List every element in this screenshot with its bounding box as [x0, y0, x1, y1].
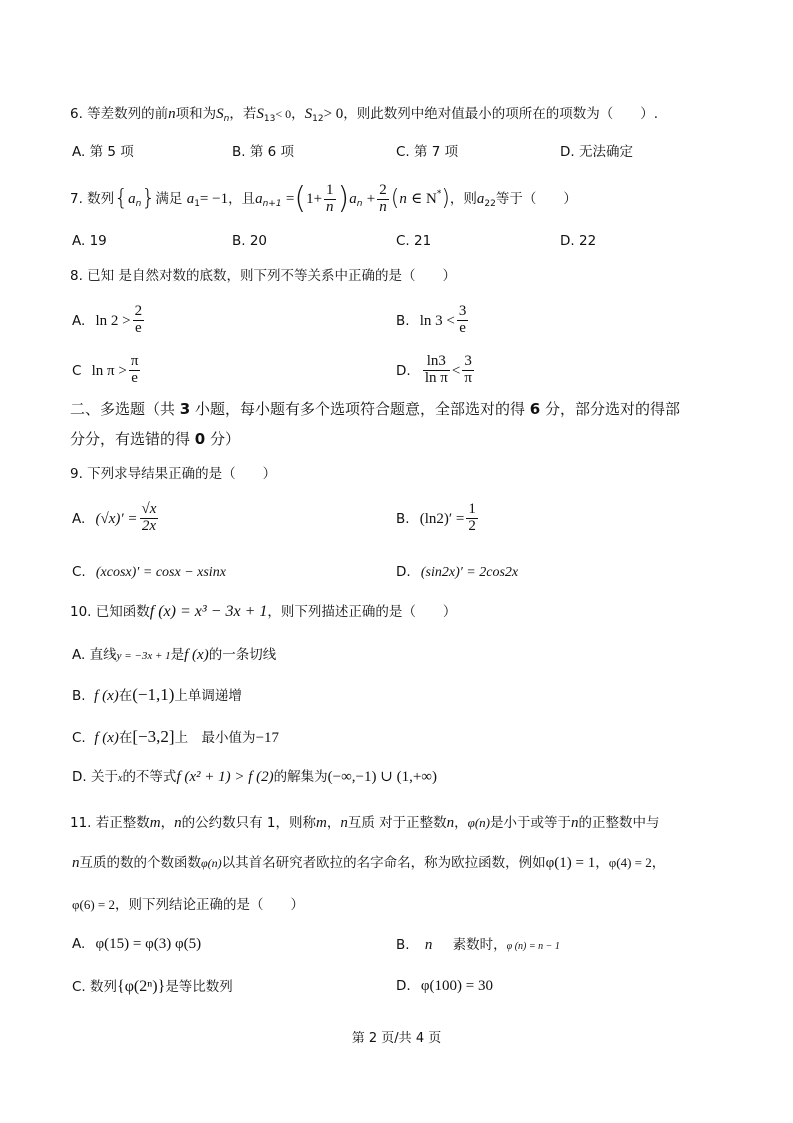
q10-option-b: B. f (x)在(−1,1)上单调递增 [72, 685, 242, 704]
q7-option-b: B. 20 [232, 233, 268, 249]
q8-option-c: C ln π > $\frac{\pi}{e}$ [72, 353, 139, 386]
q11-stem-line2: n互质的数的个数函数φ(n)以其首名研究者欧拉的名字命名，称为欧拉函数，例如φ(1) = 1，φ(4) = 2， [72, 855, 666, 871]
page-footer: 第 2 页/共 4 页 [351, 1031, 442, 1046]
q9-stem: 9. 下列求导结果正确的是（ ） [70, 466, 277, 482]
q11-option-a: A. φ(15) = φ(3) φ(5) [72, 936, 202, 952]
q11-option-d: D. φ(100) = 30 [396, 978, 493, 994]
q6-option-c: C. 第 7 项 [396, 144, 459, 160]
q8-option-a: A. ln 2 > $\frac{2}{e}$ [72, 303, 143, 336]
q10-option-a: A. 直线y = −3x + 1是f (x)的一条切线 [72, 647, 277, 663]
q11-stem-line1: 11. 若正整数m，n的公约数只有 1，则称m，n互质 对于正整数n，φ(n)是小于或等于n的正整数中与 [70, 815, 660, 831]
q9-option-c: C. (xcosx)′ = cosx − xsinx [72, 564, 226, 580]
q9-option-d: D. (sin2x)′ = 2cos2x [396, 564, 519, 580]
q8-option-b: B. ln 3 < $\frac{3}{e}$ [396, 303, 467, 336]
q6-stem: 6. 等差数列的前n项和为$S_n$，若$S_{13}< 0$，$S_{12}> 0$，则此数列中绝对值最小的项所在的项数为（ ）. [70, 106, 659, 124]
q9-option-a: A. (√x)′ = $\frac{√x}{2x}$ [72, 501, 157, 534]
q8-option-d: D. $\frac{\ln 3}{\text{ln π}}$ < $\frac{3}{\pi}$ [396, 353, 472, 386]
q11-option-c: C. 数列{φ(2ⁿ)}是等比数列 [72, 978, 233, 995]
q6-option-b: B. 第 6 项 [232, 144, 295, 160]
q6-option-d: D. 无法确定 [560, 144, 633, 160]
q10-option-d: D. 关于x的不等式f (x² + 1) > f (2)的解集为(−∞,−1) ∪ (1,+∞) [72, 769, 437, 785]
q8-stem: 8. 已知 是自然对数的底数，则下列不等关系中正确的是（ ） [70, 268, 456, 284]
q7-option-a: A. 19 [72, 233, 107, 249]
q6-option-a: A. 第 5 项 [72, 144, 134, 160]
q7-option-c: C. 21 [396, 233, 432, 249]
section-heading-multi-choice-line2: 分分，有选错的得 0 分） [70, 430, 240, 448]
q11-option-b: B. n 素数时，φ (n) = n − 1 [396, 937, 560, 953]
q10-option-c: C. f (x)在[−3,2]上 最小值为−17 [72, 727, 280, 746]
q9-option-b: B. (ln2)′ = $\frac{1}{2}$ [396, 501, 476, 534]
section-heading-multi-choice: 二、多选题（共 3 小题，每小题有多个选项符合题意，全部选对的得 6 分，部分选对的得部 [70, 400, 680, 418]
q7-option-d: D. 22 [560, 233, 597, 249]
q7-stem: 7. 数列$\{a_n\}$满足 $a_1= -1$，且$a_{n+1} =(1+$ $\frac{1}{n}$ )$a_n$ + $\frac{2}{n}$ (n ∈ N*)，则$a_{22}$等于（ ） [70, 181, 577, 216]
q11-stem-line3: φ(6) = 2，则下列结论正确的是（ ） [72, 897, 304, 913]
q10-stem: 10. 已知函数f (x) = x³ − 3x + 1，则下列描述正确的是（ ） [70, 603, 457, 620]
